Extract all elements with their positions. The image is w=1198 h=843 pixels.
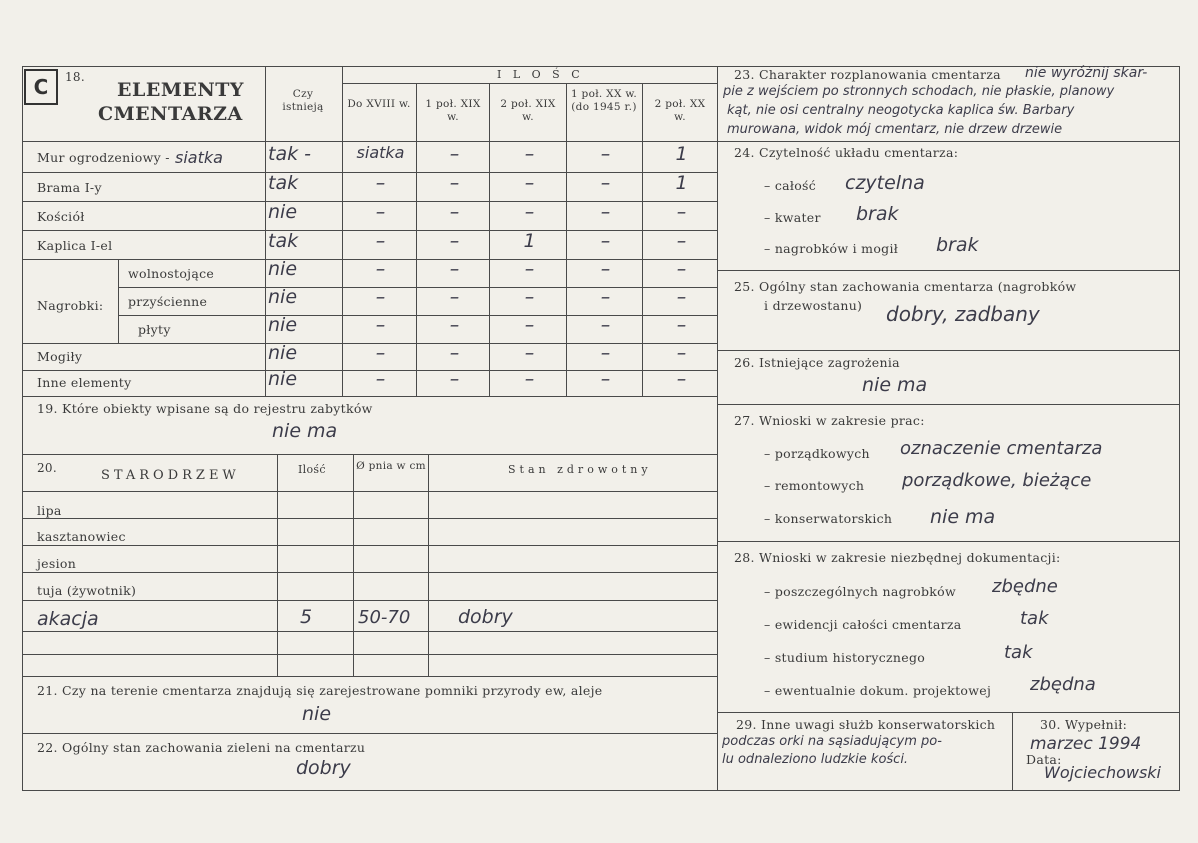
element-exists-value: tak	[268, 230, 299, 252]
row-label-church: Kościół	[37, 209, 85, 224]
q27-item-answer: oznaczenie cmentarza	[900, 438, 1103, 459]
tree-row-name: lipa	[37, 503, 62, 518]
q19-label: 19. Które obiekty wpisane są do rejestru zabytków	[37, 401, 373, 416]
q27-item-label: – porządkowych	[764, 446, 870, 461]
element-period-value: 1	[675, 172, 688, 194]
q27-item-answer: nie ma	[930, 506, 996, 528]
element-exists-value: nie	[268, 286, 298, 308]
tree-row-health: dobry	[458, 606, 513, 628]
q20-row-line	[22, 654, 717, 655]
element-period-value: –	[375, 201, 386, 223]
element-exists-value: nie	[268, 368, 298, 390]
q30-label: 30. Wypełnił:	[1040, 717, 1128, 732]
q29-answer-line2: lu odnaleziono ludzkie kości.	[722, 752, 909, 767]
q27-item-answer: porządkowe, bieżące	[902, 470, 1092, 491]
q20-row-line	[22, 572, 717, 573]
ilosc-header: I L O Ś C	[497, 68, 584, 81]
tree-row-count: 5	[300, 606, 313, 628]
element-period-value: –	[375, 314, 386, 336]
q20-row-line	[22, 600, 717, 601]
q22-answer: dobry	[296, 757, 351, 779]
period-header-4: 1 poł. XX w. (do 1945 r.)	[570, 88, 638, 113]
row-label-other: Inne elementy	[37, 375, 132, 390]
q20-v1	[277, 454, 278, 676]
element-exists-value: tak -	[268, 143, 311, 165]
element-period-value: –	[449, 201, 460, 223]
q19-answer: nie ma	[272, 420, 338, 442]
q26-bottom	[717, 404, 1180, 405]
element-period-value: –	[600, 314, 611, 336]
element-period-value: –	[524, 314, 535, 336]
q28-item-answer: tak	[1020, 608, 1049, 629]
element-period-value: –	[676, 201, 687, 223]
q27-item-label: – konserwatorskich	[764, 511, 893, 526]
element-period-value: –	[524, 201, 535, 223]
row-line	[22, 396, 717, 397]
element-period-value: –	[676, 314, 687, 336]
row-label-freestanding: wolnostojące	[128, 266, 215, 281]
frame-top	[22, 66, 1180, 67]
element-period-value: –	[449, 230, 460, 252]
q23-answer-line2: pie z wejściem po stronnych schodach, nie płaskie, planowy	[723, 84, 1115, 99]
element-exists-value: nie	[268, 314, 298, 336]
row-label-graves: Mogiły	[37, 349, 83, 364]
grid-v4	[489, 83, 490, 396]
element-period-value: –	[375, 342, 386, 364]
element-exists-value: nie	[268, 258, 298, 280]
q25-bottom	[717, 350, 1180, 351]
q23-label: 23. Charakter rozplanowania cmentarza	[734, 67, 1001, 82]
tree-row-name: tuja (żywotnik)	[37, 583, 137, 598]
q26-label: 26. Istniejące zagrożenia	[734, 355, 900, 370]
q20-col-count: Ilość	[298, 463, 326, 476]
q29-label: 29. Inne uwagi służb konserwatorskich	[736, 717, 996, 732]
q24-bottom	[717, 270, 1180, 271]
element-period-value: –	[524, 258, 535, 280]
q21-bottom	[22, 733, 717, 734]
element-period-value: –	[375, 172, 386, 194]
element-period-value: –	[449, 172, 460, 194]
grid-v2	[342, 66, 343, 396]
q23-bottom	[717, 141, 1180, 142]
grid-v1	[265, 66, 266, 396]
tree-row-name-handwritten: akacja	[37, 608, 99, 630]
element-period-value: –	[676, 286, 687, 308]
row-label-slabs: płyty	[138, 322, 171, 337]
element-exists-value: tak	[268, 172, 299, 194]
q20-title: STARODRZEW	[101, 468, 240, 483]
q28-item-answer: zbędna	[1030, 674, 1096, 695]
q27-label: 27. Wnioski w zakresie prac:	[734, 413, 925, 428]
q30-data-label: Data:	[1026, 752, 1062, 767]
tree-row-diam: 50-70	[358, 607, 411, 628]
q27-bottom	[717, 541, 1180, 542]
element-period-value: –	[600, 342, 611, 364]
element-period-value: –	[449, 342, 460, 364]
tree-row-name: kasztanowiec	[37, 529, 126, 544]
column-divider	[717, 66, 718, 791]
frame-right	[1179, 66, 1180, 791]
q28-item-label: – poszczególnych nagrobków	[764, 584, 957, 599]
q20-row-line	[22, 631, 717, 632]
section-title-2: CMENTARZA	[98, 103, 243, 125]
element-period-value: –	[600, 368, 611, 390]
element-period-value: –	[524, 342, 535, 364]
grid-v5	[566, 83, 567, 396]
element-exists-value: nie	[268, 201, 298, 223]
q23-answer-line4: murowana, widok mój cmentarz, nie drzew drzewie	[727, 122, 1063, 137]
row-label-chapel: Kaplica I-el	[37, 238, 113, 253]
q24-label: 24. Czytelność układu cmentarza:	[734, 145, 959, 160]
element-period-value: siatka	[356, 143, 405, 162]
element-period-value: –	[676, 258, 687, 280]
q30-signature: Wojciechowski	[1044, 763, 1161, 782]
element-period-value: –	[600, 286, 611, 308]
section-title-1: ELEMENTY	[117, 79, 244, 101]
row-label-wall: Mur ogrodzeniowy -	[37, 150, 170, 165]
q24-item-label: – kwater	[764, 210, 821, 225]
q20-row-line	[22, 545, 717, 546]
element-exists-value: nie	[268, 342, 298, 364]
grid-v3	[416, 83, 417, 396]
element-period-value: –	[676, 368, 687, 390]
q28-label: 28. Wnioski w zakresie niezbędnej dokumentacji:	[734, 550, 1061, 565]
element-period-value: –	[449, 286, 460, 308]
frame-left	[22, 66, 23, 791]
element-period-value: –	[600, 172, 611, 194]
q20-v3	[428, 454, 429, 676]
element-period-value: –	[676, 342, 687, 364]
q26-answer: nie ma	[862, 374, 928, 396]
q28-item-label: – ewidencji całości cmentarza	[764, 617, 962, 632]
section-number: 18.	[65, 70, 85, 84]
q25-label-line1: 25. Ogólny stan zachowania cmentarza (nagrobków	[734, 279, 1077, 294]
q28-item-label: – studium historycznego	[764, 650, 926, 665]
q23-answer-line3: kąt, nie osi centralny neogotycka kaplica św. Barbary	[727, 103, 1075, 118]
element-period-value: –	[600, 230, 611, 252]
q25-label-line2: i drzewostanu)	[764, 298, 863, 313]
q29-q30-divider	[1012, 712, 1013, 791]
q20-row-line	[22, 518, 717, 519]
element-period-value: 1	[675, 143, 688, 165]
element-period-value: –	[375, 230, 386, 252]
element-period-value: –	[676, 230, 687, 252]
nagrobki-divider	[118, 259, 119, 343]
element-period-value: –	[600, 143, 611, 165]
q24-item-label: – całość	[764, 178, 817, 193]
row-note-wall: siatka	[175, 148, 223, 167]
element-period-value: 1	[523, 230, 536, 252]
q20-col-diam: Ø pnia w cm	[356, 460, 426, 472]
element-period-value: –	[375, 286, 386, 308]
q21-label: 21. Czy na terenie cmentarza znajdują się zarejestrowane pomniki przyrody ew, aleje	[37, 683, 603, 698]
section-letter: C	[24, 69, 58, 105]
q24-item-answer: brak	[936, 234, 979, 256]
q21-answer: nie	[302, 703, 332, 725]
frame-bottom	[22, 790, 1180, 791]
q20-row-line	[22, 491, 717, 492]
q24-item-answer: brak	[856, 203, 899, 225]
row-label-gate: Brama I-y	[37, 180, 102, 195]
q29-answer-line1: podczas orki na sąsiadującym po-	[722, 734, 942, 749]
element-period-value: –	[375, 368, 386, 390]
element-period-value: –	[524, 286, 535, 308]
q20-bottom	[22, 676, 717, 677]
element-period-value: –	[600, 258, 611, 280]
element-period-value: –	[375, 258, 386, 280]
period-header-3: 2 poł. XIX w.	[500, 98, 556, 123]
element-period-value: –	[524, 368, 535, 390]
element-period-value: –	[449, 368, 460, 390]
row-label-wall-mounted: przyścienne	[128, 294, 208, 309]
q24-item-answer: czytelna	[845, 172, 925, 194]
col-exist-header: Czy istnieją	[282, 88, 324, 113]
q28-item-answer: zbędne	[992, 576, 1058, 597]
element-period-value: –	[449, 314, 460, 336]
element-period-value: –	[449, 143, 460, 165]
element-period-value: –	[524, 172, 535, 194]
ilosc-underline	[342, 83, 717, 84]
q28-item-label: – ewentualnie dokum. projektowej	[764, 683, 992, 698]
element-period-value: –	[600, 201, 611, 223]
q28-bottom	[717, 712, 1180, 713]
q30-date: marzec 1994	[1030, 734, 1142, 754]
grid-v6	[642, 83, 643, 396]
q27-item-label: – remontowych	[764, 478, 865, 493]
q22-label: 22. Ogólny stan zachowania zieleni na cmentarzu	[37, 740, 366, 755]
nagrobki-label: Nagrobki:	[37, 298, 104, 313]
element-period-value: –	[524, 143, 535, 165]
q20-v2	[353, 454, 354, 676]
period-header-1: Do XVIII w.	[347, 98, 411, 110]
q23-answer-line1: nie wyróżnij skar-	[1025, 65, 1148, 81]
q20-number: 20.	[37, 461, 57, 475]
q28-item-answer: tak	[1004, 642, 1033, 663]
q20-col-health: Stan zdrowotny	[508, 463, 652, 476]
q25-answer: dobry, zadbany	[886, 302, 1040, 326]
period-header-5: 2 poł. XX w.	[654, 98, 706, 123]
tree-row-name: jesion	[37, 556, 77, 571]
q24-item-label: – nagrobków i mogił	[764, 241, 899, 256]
element-period-value: –	[449, 258, 460, 280]
q19-bottom	[22, 454, 717, 455]
header-bottom	[22, 141, 717, 142]
period-header-2: 1 poł. XIX w.	[425, 98, 481, 123]
